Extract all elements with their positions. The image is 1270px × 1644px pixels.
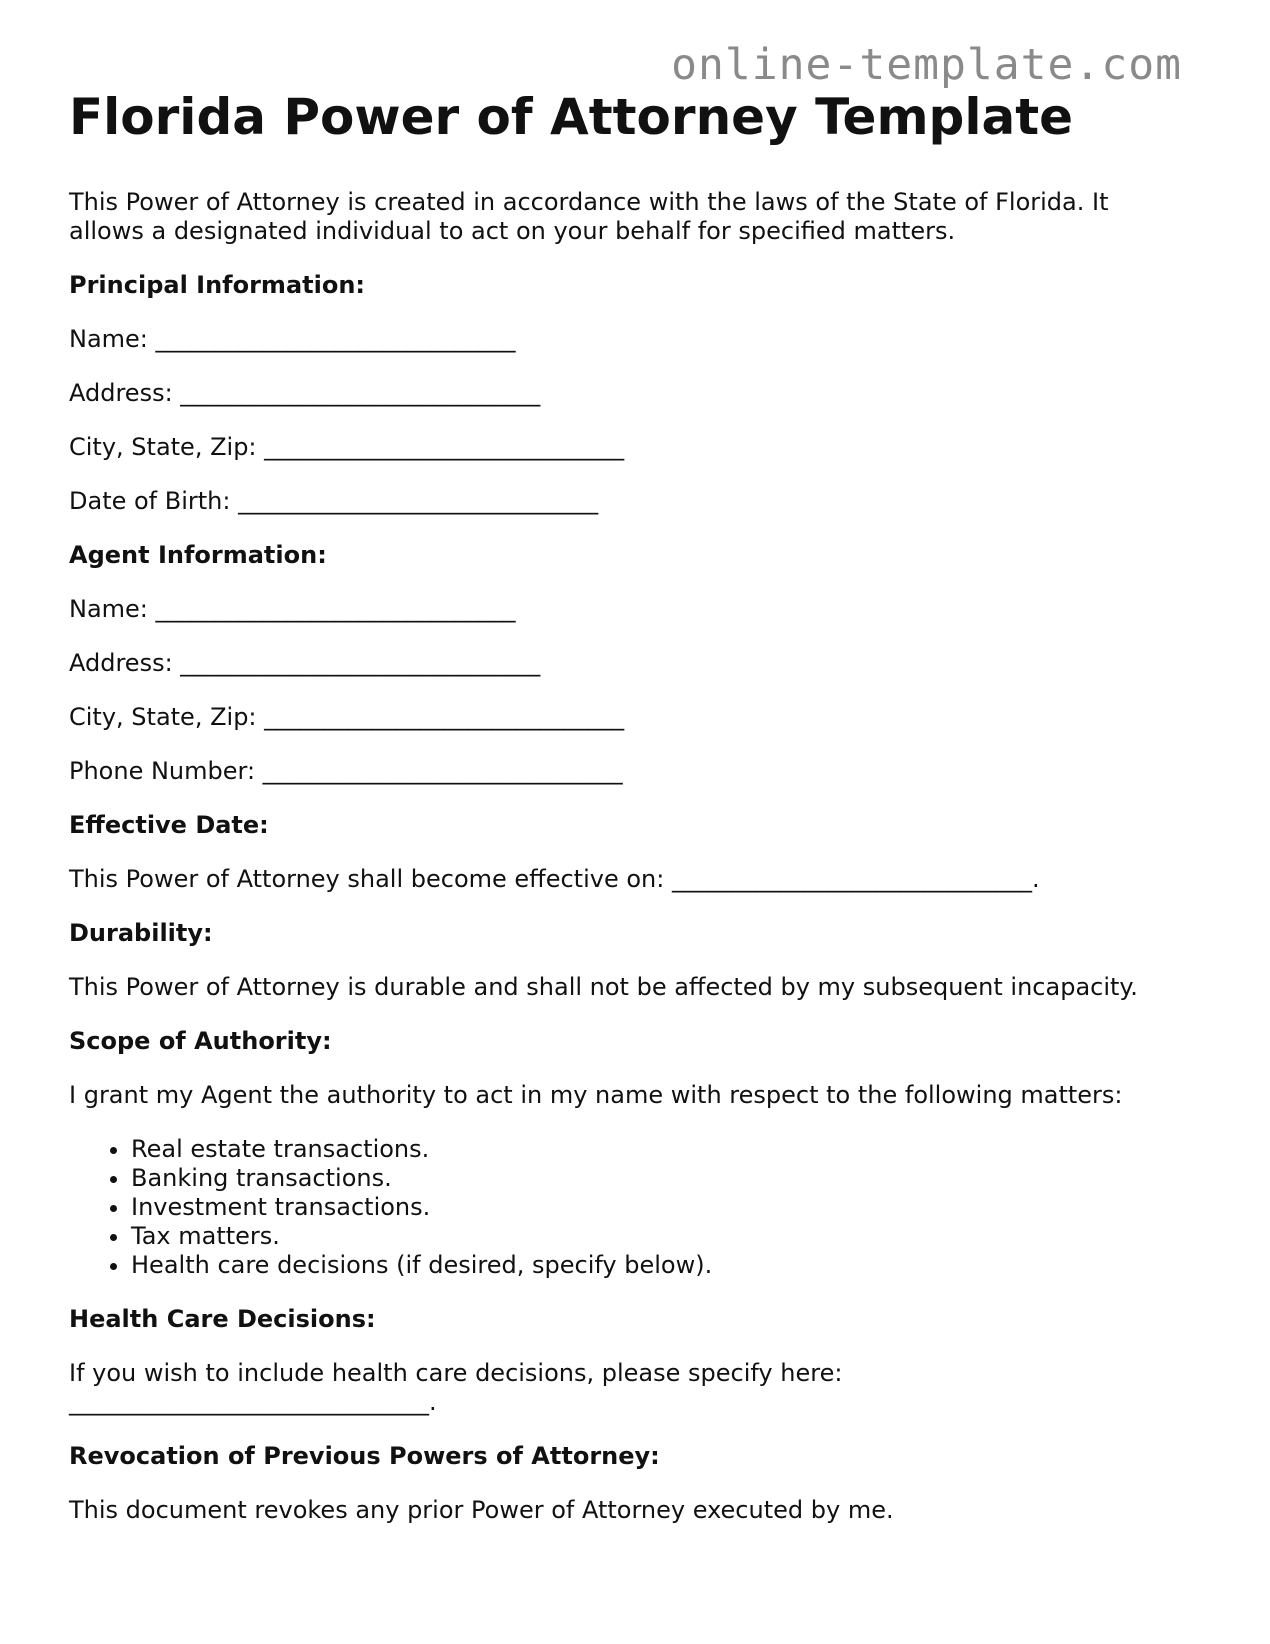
health-care-text: If you wish to include health care decisions, please specify here: ______________________________. (69, 1359, 843, 1416)
intro-paragraph: This Power of Attorney is created in accordance with the laws of the State of Florida. It allows a designated individual to act on your behalf for specified matters. (69, 188, 1109, 245)
agent-phone-field: Phone Number: ______________________________ (69, 757, 623, 785)
durability-text: This Power of Attorney is durable and shall not be affected by my subsequent incapacity. (69, 973, 1138, 1001)
agent-city-field: City, State, Zip: ______________________________ (69, 703, 625, 731)
revocation-text: This document revokes any prior Power of Attorney executed by me. (69, 1496, 894, 1524)
list-item: • Investment transactions. (131, 1193, 1189, 1222)
revocation-heading: Revocation of Previous Powers of Attorney: (69, 1442, 660, 1470)
list-item: • Tax matters. (131, 1222, 1189, 1251)
scope-text: I grant my Agent the authority to act in my name with respect to the following matters: (69, 1081, 1123, 1109)
scope-list (69, 1135, 1189, 1280)
page-title: Florida Power of Attorney Template (69, 88, 1074, 146)
principal-city-field: City, State, Zip: ______________________________ (69, 433, 625, 461)
principal-name-field: Name: ______________________________ (69, 325, 516, 353)
agent-address-field: Address: ______________________________ (69, 649, 541, 677)
scope-heading: Scope of Authority: (69, 1027, 332, 1055)
principal-dob-field: Date of Birth: ______________________________ (69, 487, 599, 515)
list-item: • Health care decisions (if desired, specify below). (131, 1251, 1189, 1280)
principal-address-field: Address: ______________________________ (69, 379, 541, 407)
list-item: • Banking transactions. (131, 1164, 1189, 1193)
effective-date-heading: Effective Date: (69, 811, 269, 839)
principal-heading: Principal Information: (69, 271, 366, 299)
watermark-text: online-template.com (671, 40, 1182, 90)
agent-heading: Agent Information: (69, 541, 327, 569)
durability-heading: Durability: (69, 919, 213, 947)
list-item: • Real estate transactions. (131, 1135, 1189, 1164)
effective-date-text: This Power of Attorney shall become effective on: ______________________________. (69, 865, 1040, 893)
health-care-heading: Health Care Decisions: (69, 1305, 376, 1333)
agent-name-field: Name: ______________________________ (69, 595, 516, 623)
document-page (69, 84, 1189, 1550)
